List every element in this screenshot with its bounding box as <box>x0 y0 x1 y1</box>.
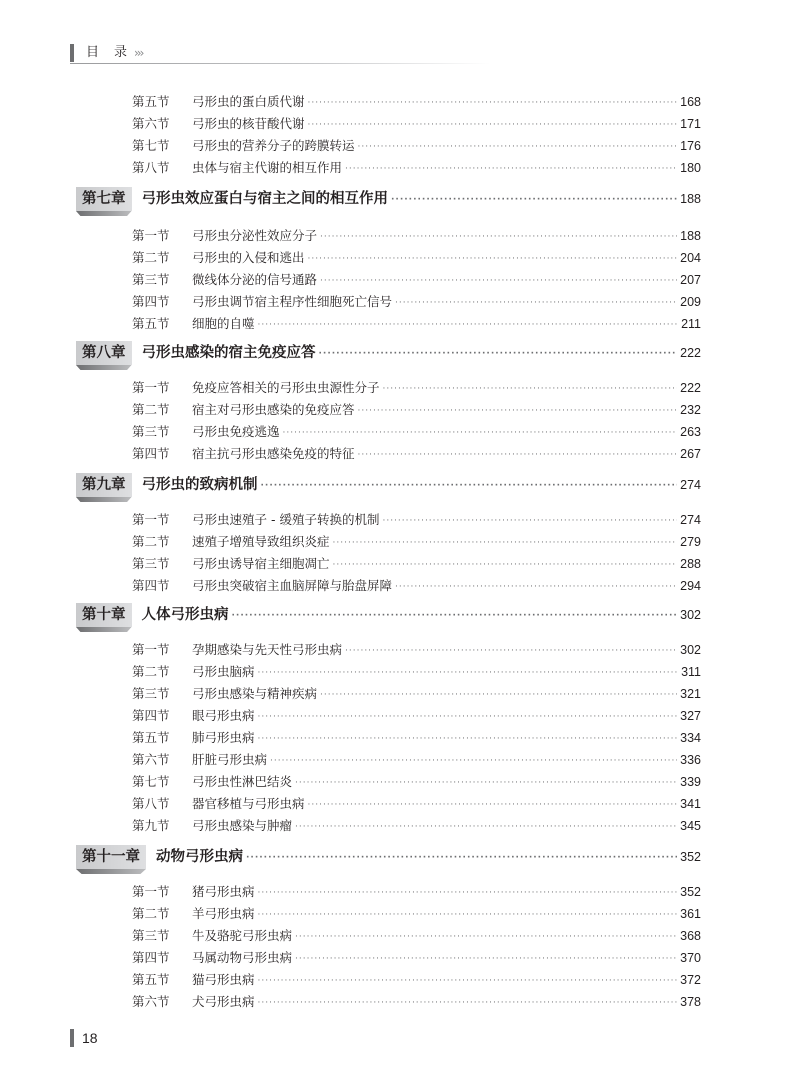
running-header <box>70 42 490 64</box>
toc-section-entry <box>132 706 701 726</box>
section-title: 宿主对弓形虫感染的免疫应答 <box>192 402 355 417</box>
section-number: 第八节 <box>132 796 170 811</box>
section-number: 第五节 <box>132 972 170 987</box>
page-ref: 222 <box>680 346 701 360</box>
toc-chapter-entry <box>76 842 701 872</box>
page-ref: 341 <box>680 797 701 811</box>
dot-leader <box>358 401 678 421</box>
footer-bar <box>70 1029 74 1047</box>
section-title: 弓形虫的营养分子的跨膜转运 <box>192 138 355 153</box>
section-title: 肺弓形虫病 <box>192 730 255 745</box>
section-number: 第三节 <box>132 424 170 439</box>
toc-section-entry <box>132 510 701 530</box>
section-number: 第六节 <box>132 994 170 1009</box>
toc-section-entry <box>132 794 701 814</box>
page-ref: 311 <box>681 665 701 679</box>
section-number: 第四节 <box>132 446 170 461</box>
page-ref: 368 <box>680 929 701 943</box>
page-ref: 171 <box>680 117 701 131</box>
page-ref: 204 <box>680 251 701 265</box>
dot-leader <box>258 315 679 335</box>
section-number: 第二节 <box>132 906 170 921</box>
chapter-title: 弓形虫效应蛋白与宿主之间的相互作用 <box>141 191 388 207</box>
page-ref: 370 <box>680 951 701 965</box>
section-number: 第一节 <box>132 228 170 243</box>
section-title: 孕期感染与先天性弓形虫病 <box>192 642 343 657</box>
section-title: 肝脏弓形虫病 <box>192 752 268 767</box>
section-title: 马属动物弓形虫病 <box>192 950 293 965</box>
section-number: 第三节 <box>132 556 170 571</box>
section-title: 弓形虫分泌性效应分子 <box>192 228 318 243</box>
section-title: 弓形虫诱导宿主细胞凋亡 <box>192 556 330 571</box>
section-number: 第四节 <box>132 294 170 309</box>
toc-section-entry <box>132 948 701 968</box>
page-ref: 279 <box>680 535 701 549</box>
section-number: 第六节 <box>132 752 170 767</box>
toc-section-entry <box>132 554 701 574</box>
toc-section-entry <box>132 270 701 290</box>
toc-chapter-entry <box>76 470 701 500</box>
toc-section-entry <box>132 400 701 420</box>
section-number: 第三节 <box>132 928 170 943</box>
dot-leader <box>261 471 678 501</box>
section-title: 眼弓形虫病 <box>192 708 255 723</box>
section-number: 第四节 <box>132 578 170 593</box>
section-number: 第二节 <box>132 250 170 265</box>
chapter-number: 第七章 <box>76 187 132 211</box>
chapter-number: 第九章 <box>76 473 132 497</box>
section-title: 弓形虫感染与肿瘤 <box>192 818 293 833</box>
dot-leader <box>358 445 678 465</box>
section-number: 第五节 <box>132 316 170 331</box>
toc-section-entry <box>132 684 701 704</box>
chapter-title: 弓形虫感染的宿主免疫应答 <box>141 345 316 361</box>
section-title: 弓形虫的入侵和逃出 <box>192 250 305 265</box>
section-number: 第六节 <box>132 116 170 131</box>
section-title: 弓形虫感染与精神疾病 <box>192 686 318 701</box>
section-title: 弓形虫的核苷酸代谢 <box>192 116 305 131</box>
chapter-title: 动物弓形虫病 <box>156 849 243 865</box>
section-number: 第二节 <box>132 664 170 679</box>
dot-leader <box>358 137 678 157</box>
dot-leader <box>382 511 677 531</box>
toc-chapter-entry <box>76 600 701 630</box>
dot-leader <box>232 601 678 631</box>
section-number: 第二节 <box>132 402 170 417</box>
dot-leader <box>283 423 678 443</box>
dot-leader <box>319 339 678 369</box>
dot-leader <box>258 663 679 683</box>
page-ref: 334 <box>680 731 701 745</box>
toc-section-entry <box>132 92 701 112</box>
toc-section-entry <box>132 532 701 552</box>
page-ref: 168 <box>680 95 701 109</box>
section-title: 猪弓形虫病 <box>192 884 255 899</box>
section-number: 第三节 <box>132 272 170 287</box>
chapter-title: 人体弓形虫病 <box>141 607 229 623</box>
dot-leader <box>308 115 678 135</box>
dot-leader <box>320 271 677 291</box>
dot-leader <box>308 795 678 815</box>
section-number: 第七节 <box>132 774 170 789</box>
toc-section-entry <box>132 772 701 792</box>
dot-leader <box>395 577 677 597</box>
page-ref: 336 <box>680 753 701 767</box>
section-title: 宿主抗弓形虫感染免疫的特征 <box>192 446 355 461</box>
dot-leader <box>320 227 677 247</box>
page-ref: 352 <box>680 885 701 899</box>
dot-leader <box>333 555 678 575</box>
page-ref: 339 <box>680 775 701 789</box>
section-title: 弓形虫突破宿主血脑屏障与胎盘屏障 <box>192 578 393 593</box>
toc-section-entry <box>132 970 701 990</box>
page-ref: 232 <box>680 403 701 417</box>
page-ref: 372 <box>680 973 701 987</box>
chapter-title: 弓形虫的致病机制 <box>141 477 258 493</box>
toc-section-entry <box>132 378 701 398</box>
toc-section-entry <box>132 576 701 596</box>
dot-leader <box>333 533 678 553</box>
toc-section-entry <box>132 226 701 246</box>
header-arrow-icon: ››› <box>134 46 143 60</box>
section-title: 虫体与宿主代谢的相互作用 <box>192 160 343 175</box>
dot-leader <box>320 685 677 705</box>
toc-chapter-entry <box>76 184 701 214</box>
section-title: 免疫应答相关的弓形虫虫源性分子 <box>192 380 380 395</box>
page-number: 18 <box>82 1030 98 1046</box>
page-ref: 209 <box>680 295 701 309</box>
page-ref: 378 <box>680 995 701 1009</box>
section-title: 弓形虫的蛋白质代谢 <box>192 94 305 109</box>
dot-leader <box>258 729 678 749</box>
section-title: 羊弓形虫病 <box>192 906 255 921</box>
section-number: 第四节 <box>132 950 170 965</box>
section-number: 第五节 <box>132 94 170 109</box>
page-ref: 188 <box>680 192 701 206</box>
section-number: 第九节 <box>132 818 170 833</box>
section-number: 第三节 <box>132 686 170 701</box>
page-ref: 361 <box>680 907 701 921</box>
dot-leader <box>246 843 677 873</box>
page-ref: 274 <box>680 513 701 527</box>
section-title: 弓形虫性淋巴结炎 <box>192 774 293 789</box>
dot-leader <box>308 93 678 113</box>
page-ref: 222 <box>680 381 701 395</box>
toc-section-entry <box>132 444 701 464</box>
toc-section-entry <box>132 816 701 836</box>
dot-leader <box>258 971 678 991</box>
page-ref: 345 <box>680 819 701 833</box>
section-title: 弓形虫免疫逃逸 <box>192 424 280 439</box>
toc-chapter-entry <box>76 338 701 368</box>
dot-leader <box>295 949 677 969</box>
page-ref: 263 <box>680 425 701 439</box>
toc-section-entry <box>132 882 701 902</box>
toc-section-entry <box>132 136 701 156</box>
section-title: 速殖子增殖导致组织炎症 <box>192 534 330 549</box>
page-ref: 294 <box>680 579 701 593</box>
section-title: 器官移植与弓形虫病 <box>192 796 305 811</box>
dot-leader <box>258 883 678 903</box>
section-number: 第五节 <box>132 730 170 745</box>
section-number: 第八节 <box>132 160 170 175</box>
section-title: 弓形虫速殖子 - 缓殖子转换的机制 <box>192 512 380 527</box>
section-number: 第一节 <box>132 642 170 657</box>
section-title: 弓形虫调节宿主程序性细胞死亡信号 <box>192 294 393 309</box>
toc-section-entry <box>132 422 701 442</box>
page-ref: 302 <box>680 608 701 622</box>
section-title: 细胞的自噬 <box>192 316 255 331</box>
section-number: 第一节 <box>132 512 170 527</box>
dot-leader <box>345 641 677 661</box>
page-ref: 207 <box>680 273 701 287</box>
section-title: 猫弓形虫病 <box>192 972 255 987</box>
chapter-number: 第八章 <box>76 341 132 365</box>
toc-section-entry <box>132 992 701 1012</box>
toc-section-entry <box>132 750 701 770</box>
chapter-number: 第十一章 <box>76 845 146 869</box>
section-number: 第七节 <box>132 138 170 153</box>
dot-leader <box>258 993 678 1013</box>
header-bar <box>70 44 74 62</box>
dot-leader <box>345 159 677 179</box>
dot-leader <box>258 905 678 925</box>
toc-section-entry <box>132 248 701 268</box>
section-title: 微线体分泌的信号通路 <box>192 272 318 287</box>
page-ref: 188 <box>680 229 701 243</box>
toc-section-entry <box>132 640 701 660</box>
toc-section-entry <box>132 926 701 946</box>
page-ref: 288 <box>680 557 701 571</box>
page-ref: 176 <box>680 139 701 153</box>
toc-section-entry <box>132 662 701 682</box>
section-number: 第一节 <box>132 380 170 395</box>
section-title: 弓形虫脑病 <box>192 664 255 679</box>
toc-section-entry <box>132 158 701 178</box>
dot-leader <box>258 707 678 727</box>
page-ref: 267 <box>680 447 701 461</box>
page-ref: 274 <box>680 478 701 492</box>
page-ref: 180 <box>680 161 701 175</box>
section-number: 第二节 <box>132 534 170 549</box>
dot-leader <box>295 927 677 947</box>
section-number: 第一节 <box>132 884 170 899</box>
section-number: 第四节 <box>132 708 170 723</box>
dot-leader <box>383 379 678 399</box>
page-ref: 352 <box>680 850 701 864</box>
toc-section-entry <box>132 314 701 334</box>
toc-section-entry <box>132 728 701 748</box>
chapter-number: 第十章 <box>76 603 132 627</box>
dot-leader <box>295 773 677 793</box>
page-ref: 302 <box>680 643 701 657</box>
section-title: 牛及骆驼弓形虫病 <box>192 928 293 943</box>
page-ref: 327 <box>680 709 701 723</box>
section-title: 犬弓形虫病 <box>192 994 255 1009</box>
dot-leader <box>391 185 677 215</box>
header-rule <box>70 63 490 64</box>
header-title: 目 录 <box>86 45 129 60</box>
toc-section-entry <box>132 292 701 312</box>
toc-section-entry <box>132 114 701 134</box>
page-ref: 211 <box>681 317 701 331</box>
dot-leader <box>395 293 677 313</box>
dot-leader <box>308 249 678 269</box>
dot-leader <box>295 817 677 837</box>
page-ref: 321 <box>680 687 701 701</box>
toc-section-entry <box>132 904 701 924</box>
dot-leader <box>270 751 677 771</box>
